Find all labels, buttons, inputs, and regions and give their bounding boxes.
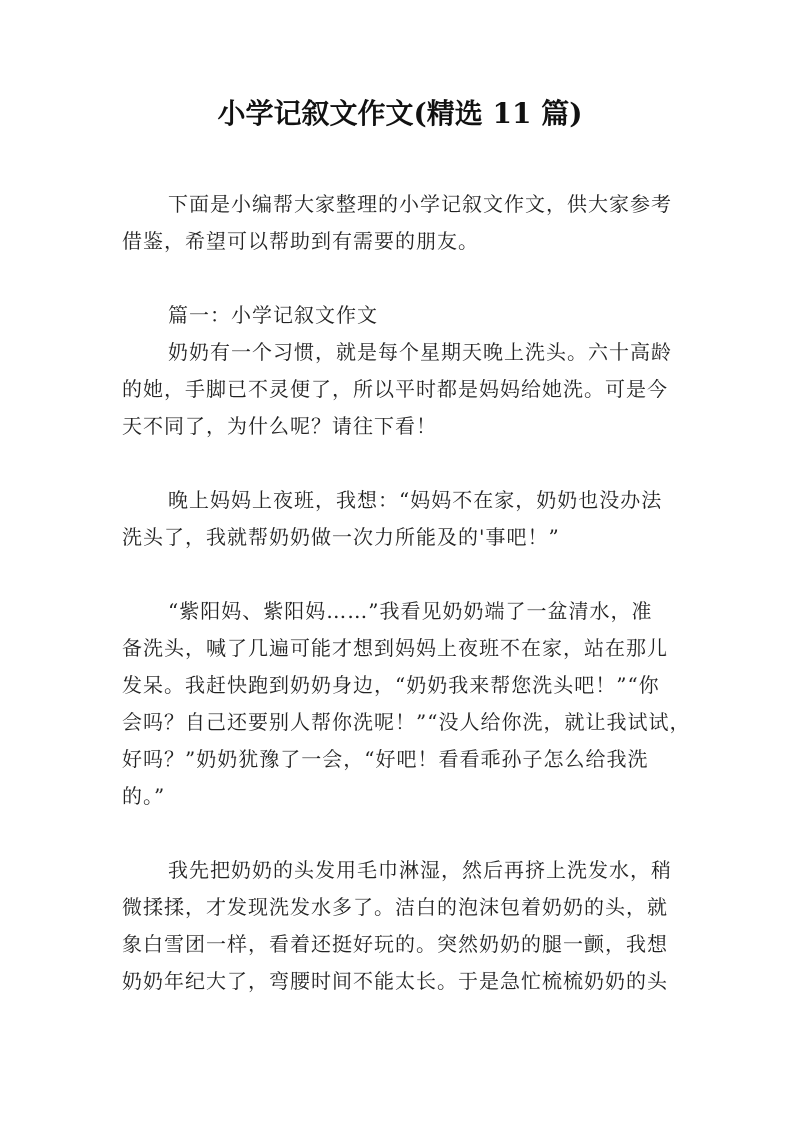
- paragraph-line: 好吗？”奶奶犹豫了一会，“好吧！看看乖孙子怎么给我洗: [122, 747, 649, 771]
- paragraph-line: 的。”: [122, 784, 166, 808]
- document-title: 小学记叙文作文(精选 11 篇): [217, 97, 583, 130]
- section-heading: [122, 297, 682, 334]
- paragraph-line: 我先把奶奶的头发用毛巾淋湿，然后再挤上洗发水，稍: [168, 858, 672, 882]
- body-paragraph-1: [122, 334, 682, 445]
- paragraph-line: 的她，手脚已不灵便了，所以平时都是妈妈给她洗。可是今: [122, 377, 668, 401]
- paragraph-line: 微揉揉，才发现洗发水多了。洁白的泡沫包着奶奶的头，就: [122, 895, 668, 919]
- body-paragraph-3: [122, 593, 691, 815]
- paragraph-line: “紫阳妈、紫阳妈……”我看见奶奶端了一盆清水，准: [168, 599, 653, 623]
- paragraph-line: 晚上妈妈上夜班，我想：“妈妈不在家，奶奶也没办法: [168, 488, 663, 512]
- paragraph-line: 洗头了，我就帮奶奶做一次力所能及的'事吧！”: [122, 525, 560, 549]
- paragraph-line: 象白雪团一样，看着还挺好玩的。突然奶奶的腿一颤，我想: [122, 932, 668, 956]
- paragraph-line: 奶奶有一个习惯，就是每个星期天晚上洗头。六十高龄: [168, 340, 672, 364]
- section-heading-text: 篇一：小学记叙文作文: [168, 303, 378, 327]
- intro-paragraph: [122, 186, 682, 260]
- paragraph-line: 奶奶年纪大了，弯腰时间不能太长。于是急忙梳梳奶奶的头: [122, 969, 668, 993]
- paragraph-line: 发呆。我赶快跑到奶奶身边，“奶奶我来帮您洗头吧！”“你: [122, 673, 660, 697]
- intro-line: 下面是小编帮大家整理的小学记叙文作文，供大家参考: [168, 192, 672, 216]
- body-paragraph-2: [122, 482, 682, 556]
- paragraph-line: 备洗头，喊了几遍可能才想到妈妈上夜班不在家，站在那儿: [122, 636, 668, 660]
- paragraph-line: 天不同了，为什么呢？请往下看！: [122, 414, 437, 438]
- paragraph-line: 会吗？自己还要别人帮你洗呢！”“没人给你洗，就让我试试，: [122, 710, 691, 734]
- body-paragraph-4: [122, 852, 682, 1000]
- intro-line: 借鉴，希望可以帮助到有需要的朋友。: [122, 229, 479, 253]
